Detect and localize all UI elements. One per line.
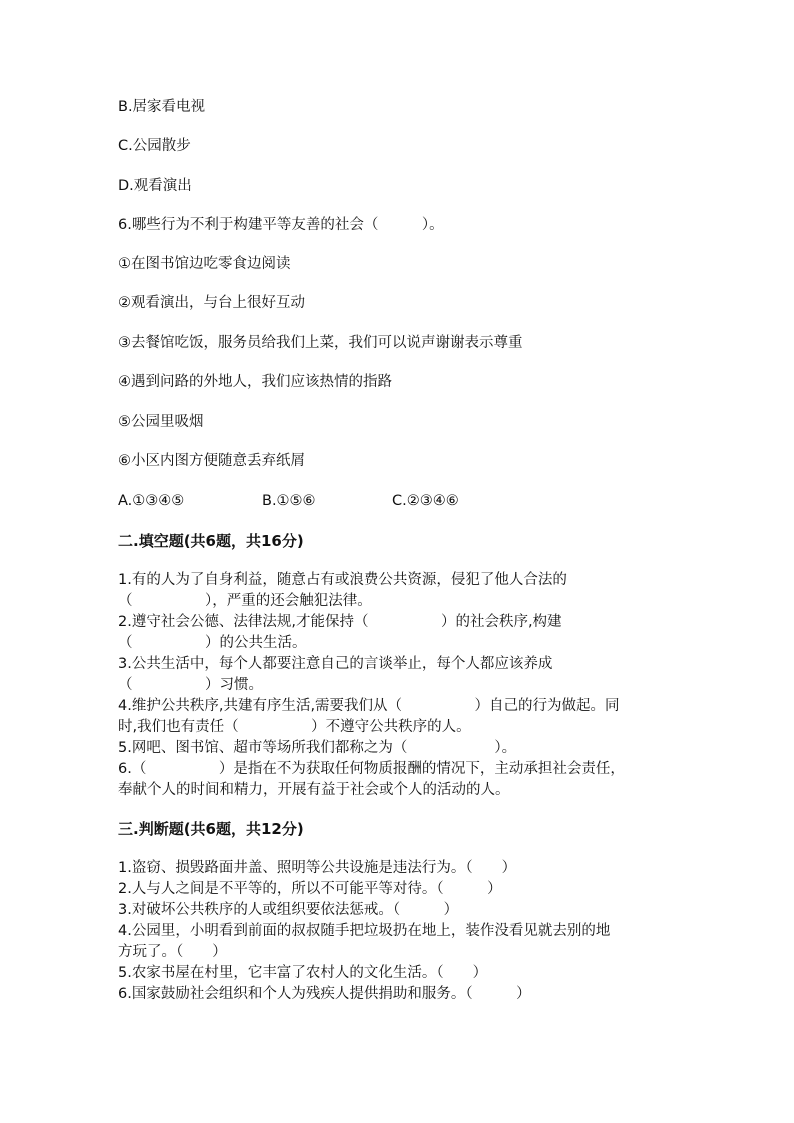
judge-line: 1.盗窃、损毁路面井盖、照明等公共设施是违法行为。（ ）	[118, 860, 517, 876]
judge-line: 2.人与人之间是不平等的，所以不可能平等对待。（ ）	[118, 881, 502, 897]
fill-line: 奉献个人的时间和精力，开展有益于社会或个人的活动的人。	[118, 782, 510, 798]
fill-line: 5.网吧、图书馆、超市等场所我们都称之为（ ）。	[118, 740, 517, 756]
fill-section-title: 二.填空题(共6题，共16分)	[118, 532, 304, 550]
fill-line: 1.有的人为了自身利益，随意占有或浪费公共资源，侵犯了他人合法的	[118, 572, 567, 588]
judge-line: 3.对破坏公共秩序的人或组织要依法惩戒。（ ）	[118, 902, 459, 918]
judge-section-title: 三.判断题(共6题，共12分)	[118, 820, 304, 838]
judge-line: 4.公园里，小明看到前面的叔叔随手把垃圾扔在地上，装作没看见就去别的地	[118, 923, 611, 939]
q6-option-a: A.①③④⑤	[118, 493, 185, 509]
fill-line: 3.公共生活中，每个人都要注意自己的言谈举止，每个人都应该养成	[118, 656, 553, 672]
statement-1: ①在图书馆边吃零食边阅读	[118, 256, 291, 272]
option-d: D.观看演出	[118, 178, 192, 194]
fill-line: （ ）习惯。	[118, 677, 263, 693]
judge-line: 6.国家鼓励社会组织和个人为残疾人提供捐助和服务。（ ）	[118, 986, 531, 1002]
fill-line: （ ）的公共生活。	[118, 635, 307, 651]
option-c: C.公园散步	[118, 138, 191, 154]
statement-4: ④遇到问路的外地人，我们应该热情的指路	[118, 374, 392, 390]
q6-option-b: B.①⑤⑥	[262, 493, 316, 509]
judge-line: 5.农家书屋在村里，它丰富了农村人的文化生活。（ ）	[118, 965, 488, 981]
option-b: B.居家看电视	[118, 99, 206, 115]
fill-line: 2.遵守社会公德、法律法规,才能保持（ ）的社会秩序,构建	[118, 614, 562, 630]
statement-6: ⑥小区内图方便随意丢弃纸屑	[118, 453, 305, 469]
judge-line: 方玩了。（ ）	[118, 944, 227, 960]
fill-line: 6.（ ）是指在不为获取任何物质报酬的情况下，主动承担社会责任，	[118, 761, 625, 777]
statement-5: ⑤公园里吸烟	[118, 414, 204, 430]
fill-line: （ ），严重的还会触犯法律。	[118, 593, 372, 609]
fill-line: 时,我们也有责任（ ）不遵守公共秩序的人。	[118, 719, 471, 735]
statement-2: ②观看演出，与台上很好互动	[118, 295, 305, 311]
statement-3: ③去餐馆吃饭，服务员给我们上菜，我们可以说声谢谢表示尊重	[118, 335, 523, 351]
q6-option-c: C.②③④⑥	[392, 493, 459, 509]
question-6-stem: 6.哪些行为不利于构建平等友善的社会（ ）。	[118, 217, 444, 233]
fill-line: 4.维护公共秩序,共建有序生活,需要我们从（ ）自己的行为做起。同	[118, 698, 620, 714]
